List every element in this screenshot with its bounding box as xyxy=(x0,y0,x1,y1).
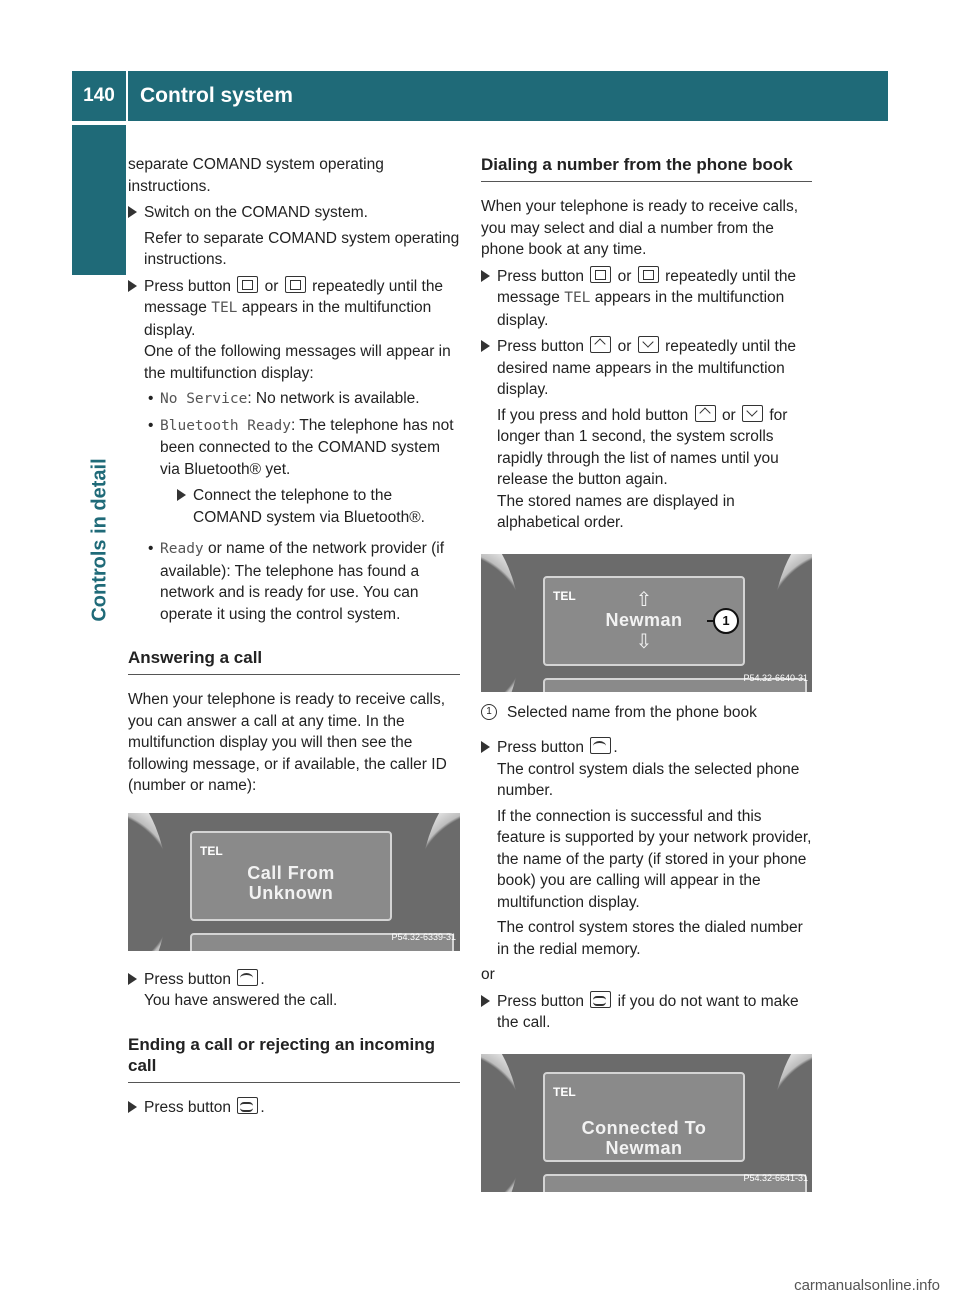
arrow-down-button-icon xyxy=(638,336,659,353)
intro-text: separate COMAND system operating instructions. xyxy=(128,156,384,195)
step-arrow-icon xyxy=(128,280,137,292)
page-title: Control system xyxy=(140,84,293,107)
step-switch-on: Switch on the COMAND system. Refer to separate COMAND system operating instructions. xyxy=(128,202,460,271)
page-forward-button-icon xyxy=(590,266,611,283)
phone-hangup-icon xyxy=(237,1097,258,1114)
section-heading: Dialing a number from the phone book xyxy=(481,154,812,182)
step-arrow-icon xyxy=(177,489,186,501)
section-answering: Answering a call When your telephone is ready to receive calls, you can answer a call at any time. In the multifunction display you will then see the following message, or if available, the caller ID (number or name): xyxy=(128,647,460,797)
page-forward-button-icon xyxy=(237,276,258,293)
left-column xyxy=(128,154,460,1118)
arrow-down-button-icon xyxy=(742,405,763,422)
phone-hangup-icon xyxy=(590,991,611,1008)
side-tab-label: Controls in detail xyxy=(88,458,111,622)
header-divider xyxy=(126,71,128,121)
phone-pickup-icon xyxy=(237,969,258,986)
section-heading: Answering a call xyxy=(128,647,460,675)
watermark: carmanualsonline.info xyxy=(794,1277,940,1294)
arrow-up-button-icon xyxy=(695,405,716,422)
step-press-button: Press button or repeatedly until the message TEL appears in the multifunction display. One of the following messages will appear in the multifunction display: xyxy=(128,276,460,385)
step-connect-bluetooth: Connect the telephone to the COMAND system via Bluetooth®. xyxy=(177,485,460,528)
step-arrow-icon xyxy=(128,206,137,218)
page-number: 140 xyxy=(72,71,126,121)
bullet-ready: • Ready or name of the network provider (if available): The telephone has found a network and is ready for use. You can operate it using the control system. xyxy=(148,540,445,623)
phone-pickup-icon xyxy=(590,737,611,754)
right-column: Dialing a number from the phone book When your telephone is ready to receive calls, you may select and dial a number from the phone book at any time. Press button or repeatedly until the message TEL appears in the multifunction display. Press button or repeatedly until the desired name appears in the multifunction display. If you press and hold button or for longer than 1 second, the system scrolls rapidly through the list of names until you release the button again. The stored names are displayed in alphabetical order. TEL ⇧ Newman ⇩ 1 P54.32-6640-31 1 Selected name from the phone book Press button . The control system dials the selected phone number. If the connection is successful and this feature is supported by your network provider, the name of the party (if stored in your phone book) you are calling will appear in the multifunction display. The control system stores the dialed number in the redial memory. or Press button if you do not want to make the call. TEL Connected To Newman P54.32-6641-31 xyxy=(481,154,812,1192)
step-answer: Press button . You have answered the call. xyxy=(128,969,460,1012)
display-figure-connected: TEL Connected To Newman P54.32-6641-31 xyxy=(481,1054,812,1192)
step-arrow-icon xyxy=(481,995,490,1007)
section-ending xyxy=(128,1034,460,1083)
figure-code: P54.32-6641-31 xyxy=(743,1173,808,1183)
figure-legend: 1 Selected name from the phone book xyxy=(481,702,812,724)
figure-code: P54.32-6339-31 xyxy=(391,932,456,942)
step-arrow-icon xyxy=(481,340,490,352)
page-back-button-icon xyxy=(638,266,659,283)
step-dial: Press button . The control system dials the selected phone number. If the connection is successful and this feature is supported by your network provider, the name of the party (if stored in your phone book) you are calling will appear in the multifunction display. The control system stores the dialed number in the redial memory. xyxy=(481,737,812,960)
step-select-tel: Press button or repeatedly until the message TEL appears in the multifunction display. xyxy=(481,266,812,332)
step-arrow-icon xyxy=(481,270,490,282)
side-tab-marker xyxy=(72,125,126,275)
step-scroll-names: Press button or repeatedly until the desired name appears in the multifunction display. If you press and hold button or for longer than 1 second, the system scrolls rapidly through the list of names until you release the button again. The stored names are displayed in alphabetical order. xyxy=(481,336,812,534)
arrow-up-button-icon xyxy=(590,336,611,353)
display-figure-call-from: TEL Call From Unknown P54.32-6339-31 xyxy=(128,813,460,951)
callout-1: 1 xyxy=(713,608,739,634)
display-figure-phone-book: TEL ⇧ Newman ⇩ 1 P54.32-6640-31 xyxy=(481,554,812,692)
page-back-button-icon xyxy=(285,276,306,293)
step-arrow-icon xyxy=(128,1101,137,1113)
step-arrow-icon xyxy=(481,741,490,753)
section-heading: Ending a call or rejecting an incoming call xyxy=(128,1034,460,1083)
bullet-no-service: • No Service: No network is available. xyxy=(148,390,420,407)
figure-code: P54.32-6640-31 xyxy=(743,673,808,683)
step-cancel: Press button if you do not want to make the call. xyxy=(481,991,812,1034)
step-end-call: Press button . xyxy=(128,1097,460,1119)
step-arrow-icon xyxy=(128,973,137,985)
bullet-bluetooth-ready: • Bluetooth Ready: The telephone has not been connected to the COMAND system via Bluetooth® yet. xyxy=(148,416,454,478)
